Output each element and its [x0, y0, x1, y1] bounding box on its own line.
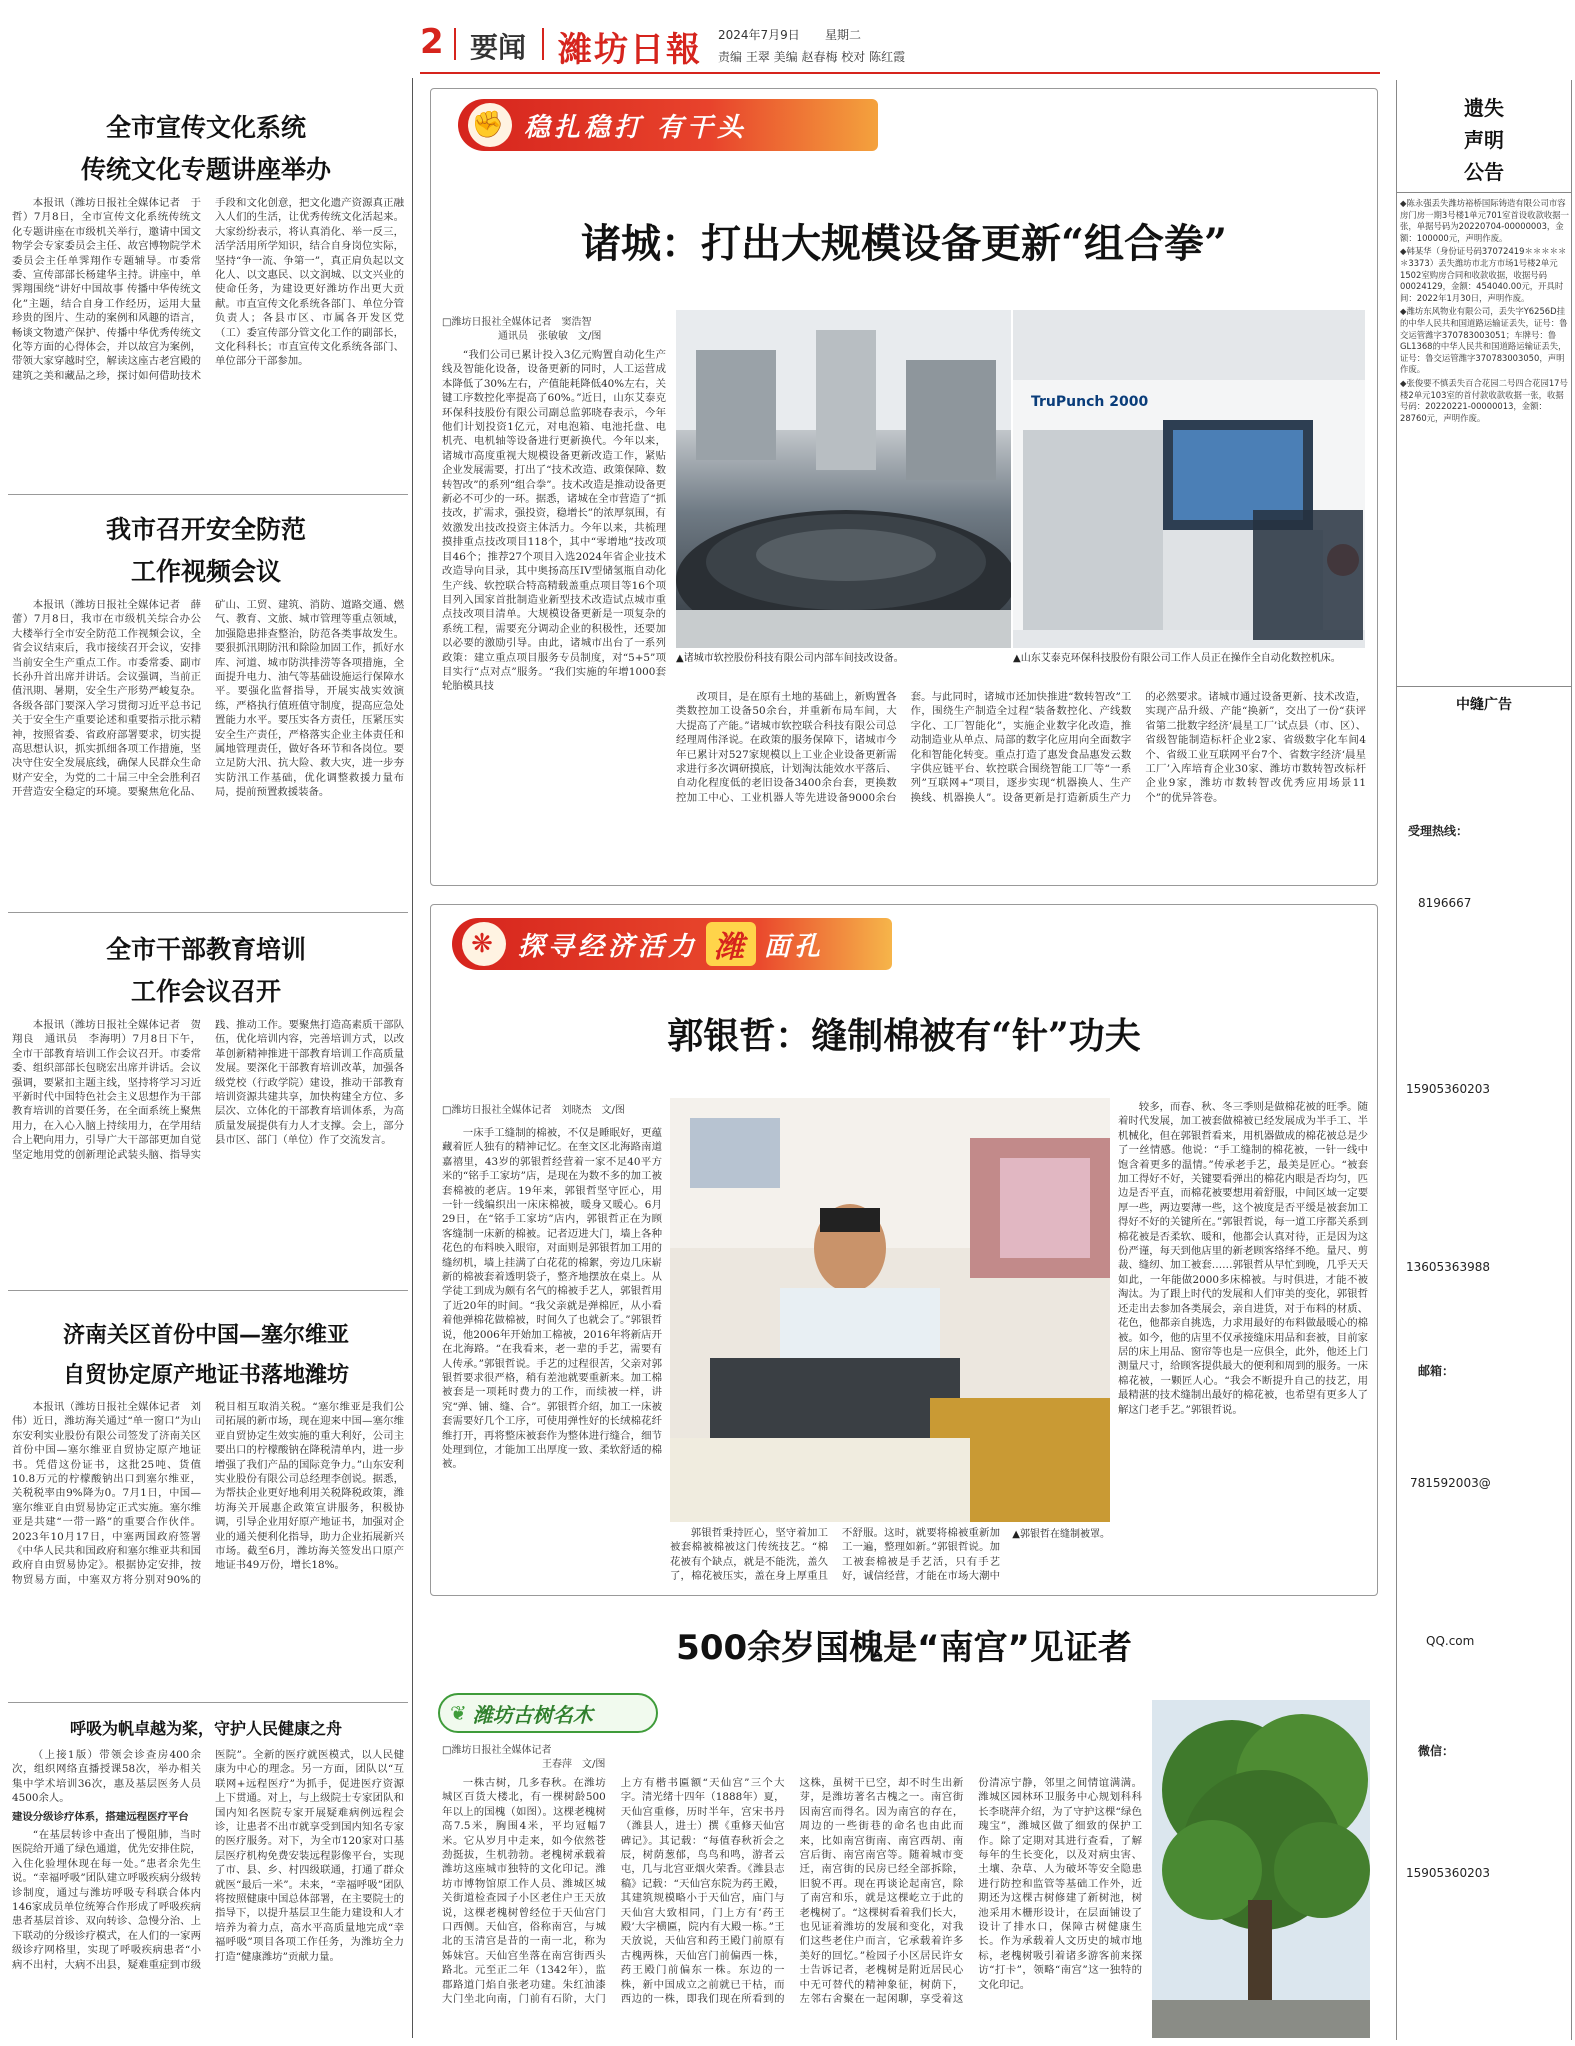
wechat-label: 微信： [1418, 1744, 1455, 1758]
mail-address-2: QQ.com [1426, 1634, 1475, 1648]
a1-body [12, 196, 404, 486]
paper-name-logo: 濰坊日報 [558, 30, 702, 70]
main1-text-left: “我们公司已累计投入3亿元购置自动化生产线及智能化设备，设备更新的同时，人工运营成本降低了30%左右，产值能耗降低40%左右，关键工序数控化率提高了60%。”近日，山东艾泰克环保科技股份有限公司副总监郭晓春表示，今年他们计划投资1亿元，对电泡箱、电池托盘、电机壳、电机轴等设备进行更新换代。今年以来，诸城市高度重视大规模设备更新改造工作，紧贴企业发展需要，打出了“技术改造、政策保障、数转智改”的系列“组合拳”。技术改造是推动设备更新必不可少的一环。据悉，诸城在全市营造了“抓技改，扩需求，强投资，稳增长”的浓厚氛围，有效激发出技改投资主体活力。今年以来，共梳理摸排重点技改项目118个，其中“零增地”技改项目46个；推荐27个项目入选2024年省企业技术改造导向目录，其中奥扬高压IV型储氢瓶自动化生产线、软控联合特高精载盖重点项目等16个项目列入国家首批制造业新型技术改造试点城市重点技改项目清单。大规模设备更新是一项复杂的系统工程，需要充分调动企业的积极性，还要加以必要的激励引导。由此，诸城市出台了一系列政策：建立重点项目服务专员制度，对“5+5”项目实行“点对点”服务。“我们实施的年增1000套轮胎模具技 [442, 349, 666, 693]
main1-caption-right: ▲山东艾泰克环保科技股份有限公司工作人员正在操作全自动化数控机床。 [1013, 653, 1341, 664]
main3-text: 一株古树，几多春秋。在潍坊城区百货大楼北，有一棵树龄500年以上的国槐（如图）。这棵老槐树高7.5米，胸围4米，平均冠幅7米。它从岁月中走来，如今依然苍劲挺拔，生机勃勃。老槐树承载着潍坊这座城市独特的文化印记。潍坊市博物馆原工作人员、潍城区城关街道检查园子小区老住户王天放说，这棵老槐树曾经位于天仙宫门口西侧。天仙宫，俗称南宫，与城北的玉清宫是昔的一南一北，称为姊妹宫。天仙宫坐落在南宫街西头路北。元至正二年（1342年），监郡路道门焰自张老功建。朱红油漆大门坐北向南，门前有石阶，大门上方有楷书匾额“天仙宫”三个大字。清光绪十四年（1888年）夏，天仙宫重修，历时半年，宫宋书丹（潍县人，进士）撰《重修天仙宫碑记》。其记载：“每值春秋祈会之辰，树荫葱郁，鸟鸟和鸣，游者云屯，几与北宫亚烟火荣香。《潍县志稿》记载：“天仙宫东院为药王殿，其建筑规模略小于天仙宫，庙门与天仙宫大致相同，门上方有‘药王殿’大字横匾，院内有大殿一栋。”王天放说，天仙宫和药王殿门前原有古槐两株，天仙宫门前偏西一株，药王殿门前偏东一株。东边的一株，新中国成立之前就已干枯，而西边的一株，即我们现在所看到的这株，虽树干已空，却不时生出新芽，是潍坊著名古槐之一。南宫街因南宫而得名。因为南宫的存在，周边的一些街巷的命名也由此而来，比如南宫街南、南宫西胡、南宫后街、南宫南宫等。随着城市变迁，南宫街的民房已经全部拆除，旧貌不再。现在再谈论起南宫，除了南宫和乐，就是这棵屹立于此的老槐树了。“这棵树看着我们长大，也见证着潍坊的发展和变化，对我们这些老住户而言，它承载着许多美好的回忆。”检园子小区居民许女士告诉记者，老槐树是附近居民心中无可替代的精神象征，树荫下，左邻右舍聚在一起闲聊，享受着这份清凉宁静，邻里之间情谊满满。潍城区园林环卫服务中心规划科科长李晓萍介绍，为了守护这棵“绿色瑰宝”，潍城区做了细致的保护工作。除了定期对其进行查看，了解每年的生长变化，以及对病虫害、土壤、杂草、人为破坏等安全隐患进行防控和监管等基础工作外，近期还为这棵古树修建了新树池，树池采用木栅形设计，在层面铺设了设计了排水口，保障古树健康生长。作为承载着人文历史的城市地标，老槐树吸引着诸多游客前来探访“打卡”，领略“南宫”这一独特的文化印记。 [442, 1777, 1142, 2006]
masthead-rule [420, 72, 1380, 74]
mail-address-1: 781592003@ [1410, 1476, 1491, 1490]
wechat-number: 15905360203 [1406, 1866, 1490, 1880]
ad-title: 中缝广告 [1456, 697, 1512, 713]
a4-body [12, 1400, 404, 1692]
main1-text-right: 改项目，是在原有土地的基础上，新购置各类数控加工设备50余台，并重新布局车间，大大提高了产能。”诸城市软控联合科技有限公司总经理周伟泽说。在政策的服务保障下，诸城市今年已累计对527家规模以上工业企业设备更新需求进行多次调研摸底，计划淘汰能效水平落后、自动化程度低的老旧设备3400余台套，更换数控加工中心、工业机器人等先进设备9000余台套。与此同时，诸城市还加快推进“数转智改”工作，围绕生产制造全过程“装备数控化、产线数字化、工厂智能化”，实施企业数字化改造，推动制造业从单点、局部的数字化应用向全面数字化和智能化转变。重点打造了惠发食品惠发云数字供应链平台、软控联合围绕智能工厂等“一系列”互联网+“项目，逐步实现“机器换人、生产换线、机器换人”。设备更新是打造新质生产力的必然要求。诸城市通过设备更新、技术改造，实现产品升级、产能“换新”，交出了一份“获评省第二批数字经济‘晨星工厂’试点县（市、区）、省级智能制造标杆企业2家、省级数字化车间4个、省级工业互联网平台7个、省数字经济‘晨星工厂’入库培育企业30家、潍坊市数转智改标杆企业9家，潍坊市数转智改优秀应用场景11个”的优异答卷。 [676, 691, 1366, 804]
main1-photo-right [1013, 310, 1365, 648]
ancient-tree-illustration [1152, 1700, 1370, 2038]
hotline-label: 受理热线： [1408, 824, 1469, 838]
main1-caption-left: ▲诸城市软控股份科技有限公司内部车间技改设备。 [676, 653, 904, 664]
a4-title-line2: 自贸协定原产地证书落地潍坊 [62, 1363, 349, 1388]
factory-machine-illustration [676, 310, 1011, 648]
hotline-number-3: 13605363988 [1406, 1260, 1490, 1274]
main3-photo [1152, 1700, 1370, 2038]
main2-banner-pre: 探寻经济活力 [518, 931, 699, 962]
a2-body [12, 598, 404, 902]
main1-byline-1: □潍坊日报社全媒体记者 窦浩智 [442, 317, 592, 328]
main3-tag-text: 潍坊古树名木 [472, 1702, 593, 1727]
main2-title: 郭银哲：缝制棉被有“针”功夫 [667, 1015, 1141, 1057]
main2-body-right [1118, 1100, 1368, 1590]
section-name: 要闻 [470, 31, 527, 64]
mail-label: 邮箱： [1418, 1364, 1455, 1378]
main1-body-right [676, 690, 1366, 880]
notice-title-3: 公告 [1464, 160, 1504, 184]
main2-text-right: 较多，而春、秋、冬三季则是做棉花被的旺季。随着时代发展，加工被套做棉被已经发展成为半手工、半机械化，但在郭银哲看来，用机器做成的棉花被总是少了一丝情感。他说：“手工缝制的棉花被，一针一线中饱含着更多的温情。”传承老手艺，最美是匠心。“被套加工得好不好，关键要看弹出的棉花内眼是否均匀，匹边是否平直，而棉花被要想用着舒服，中间区域一定要厚一些，两边要薄一些，这个被度是否平缓是被套加工得好不好的关键所在。”郭银哲说，每一道工序都关系到棉花被是否柔软、暖和，他都会认真对待，正是因为这份严谨，每天到他店里的新老顾客络绎不绝。量尺、剪裁、缝纫、加工被套……郭银哲从早忙到晚，几乎天天如此，一年能做2000多床棉被。与时俱进，才能不被淘汰。为了跟上时代的发展和人们审美的变化，郭银哲还走出去参加各类展会，亲自进货，对于布料的材质、花色，他都亲自挑选，力求用最好的布料做最暖心的棉被。如今，他的店里不仅承接缝床用品和套被，目前家居的床上用品、窗帘等也是一应俱全，此外，他还上门测量尺寸，给顾客提供最大的便利和周到的服务。一床棉花被，一颗匠人心。“我会不断提升自己的技艺，用最精湛的技术缝制出最好的棉花被，也希望有更多人了解这门老手艺。”郭银哲说。 [1118, 1101, 1368, 1416]
notice-item: ◆韩某华（身份证号码37072419＊＊＊＊＊＊3373）丢失潍坊市北方市场1号楼2单元1502室购房合同和收款收据，收据号码00024129，金额：454040.00元，开具时间：2022年1月30日，声明作废。 [1400, 246, 1567, 303]
notice-list [1400, 198, 1570, 558]
sewing-worker-illustration [670, 1098, 1110, 1522]
masthead [420, 18, 1070, 78]
a1-title-line1: 全市宣传文化系统 [105, 113, 306, 142]
ad-section-rule [1396, 686, 1572, 687]
main1-photo-left [676, 310, 1011, 648]
masthead-divider-2 [542, 28, 544, 60]
main1-banner [458, 99, 878, 151]
left-column-rule [412, 78, 413, 2038]
main1-banner-text: 稳扎稳打 有干头 [524, 112, 748, 143]
main2-body-mid [670, 1526, 1000, 1590]
flame-icon: ❋ [462, 922, 506, 966]
a4-divider [8, 1702, 408, 1703]
a1-title-line2: 传统文化专题讲座举办 [80, 155, 331, 184]
a2-title-line2: 工作视频会议 [130, 557, 281, 586]
a4-title-line1: 济南关区首份中国—塞尔维亚 [62, 1323, 349, 1348]
main1-byline-2: 通讯员 张敏敏 文/图 [498, 331, 602, 342]
a1-divider [8, 494, 408, 495]
a5-title: 呼吸为帆卓越为桨，守护人民健康之舟 [69, 1719, 342, 1738]
main3-byline-1: □潍坊日报社全媒体记者 [442, 1745, 552, 1756]
cnc-machine-illustration [1013, 310, 1365, 648]
a5-body [12, 1748, 404, 2038]
main2-banner-mid: 潍 [706, 922, 756, 966]
page-number: 2 [420, 22, 444, 62]
notice-item: ◆陈永强丢失潍坊裕桥国际铸造有限公司市容房门房一期3号楼1单元701室首设收款收据一张，单据号码为20220704-00000003，金额：100000元，声明作废。 [1400, 198, 1570, 243]
machine-brand-label: TruPunch 2000 [1031, 394, 1149, 410]
notice-title-1: 遗失 [1464, 96, 1504, 120]
hotline-number-1: 8196667 [1418, 896, 1472, 910]
hotline-number-2: 15905360203 [1406, 1082, 1490, 1096]
main2-byline: □潍坊日报社全媒体记者 刘晓杰 文/图 [442, 1105, 625, 1116]
a3-text: 本报讯（潍坊日报社全媒体记者 贺翔良 通讯员 李海明）7月8日下午，全市干部教育培训工作会议召开。市委常委、组织部部长包晓宏出席并讲话。会议强调，要紧扣主题主线，坚持将学习习近平新时代中国特色社会主义思想作为干部教育培训的首要任务，在全面系统上聚焦用力，在入心入脑上持续用力，在学用结合上靶向用力，引导广大干部部更加自觉坚定地用党的创新理论武装头脑、指导实践、推动工作。要聚焦打造高素质干部队伍，优化培训内容，完善培训方式，以改革创新精神推进干部教育培训工作高质量发展。要深化干部教育培训改革，加强各级党校（行政学院）建设，推动干部教育培训资源共建共享，加快构建全方位、多层次、立体化的干部教育培训体系，为高质量发展提供有力人才支撑。会上，部分县市区、部门（单位）作了交流发言。 [12, 1019, 404, 1161]
fist-icon: ✊ [468, 103, 512, 147]
a2-divider [8, 912, 408, 913]
a5-text: （上接1版）带领会诊查房400余次，组织网络直播授课58次，举办相关集中学术培训36次，惠及基层医务人员4500余人。 [12, 1749, 201, 1805]
notice-item: ◆张俊要不慎丢失百合花园二号四合花园17号楼2单元103室的首付款收款收据一张，收据号码：20220221-00000013，金额：28760元，声明作废。 [1400, 377, 1568, 423]
main2-banner-post: 面孔 [764, 931, 825, 962]
a3-title-line1: 全市干部教育培训 [105, 935, 306, 964]
main2-photo [670, 1098, 1110, 1522]
a3-divider [8, 1290, 408, 1291]
main2-text-mid: 郭银哲秉持匠心，坚守着加工被套棉被棉被这门传统技艺。“棉花被有个缺点，就是不能洗，盖久了，棉花被压实，盖在身上厚重且不舒服。这时，就要将棉被重新加工一遍，整理如新。”郭银哲说。加工被套棉被是手艺活，只有手艺好，诚信经营，才能在市场大潮中 [670, 1527, 1000, 1583]
notice-item: ◆潍坊东风物业有限公司，丢失字Y6256D挂的中华人民共和国道路运输证丢失，证号：鲁交运管潍字370783003051；车牌号：鲁GL1368的中华人民共和国道路运输证丢失，证号：鲁交运管潍字370783003050，声明作废。 [1400, 306, 1568, 375]
a5-text-2: “在基层转诊中查出了慢阻肺，当时医院给开通了绿色通道，优先安排住院，入住化验埋休现在每一处。”患者余先生说。“幸福呼吸”团队建立呼吸疾病分级转诊制度，通过与潍坊呼吸专科联合体内146家成员单位统筹合作形成了呼吸疾病患者基层首诊、双向转诊、急慢分治、上下联动的分级诊疗模式，在人们的一家两级诊疗网格里，实现了呼吸疾病患者“小病不出村，大病不出县，疑难重症到市级医院”。全新的医疗就医模式，以人民健康为中心的理念。另一方面，团队以“互联网+远程医疗”为抓手，促进医疗资源上下贯通。对上，与上级院士专家团队和国内知名医院专家开展疑难病例远程会诊，让患者不出市就享受到国内知名专家的医疗服务。对下，为全市120家对口基层医疗机构免费安装远程影像平台，实现了市、县、乡、村四级联通，打通了群众就医“最后一米”。未来，“幸福呼吸”团队将按照健康中国总体部署，在主要院士的指导下，以提升基层卫生能力建设和人才培养为着力点，高水平高质量地完成“幸福呼吸”项目各项工作任务，为潍坊全力打造“健康潍坊”贡献力量。 [12, 1749, 404, 1971]
masthead-divider [454, 28, 456, 60]
main3-byline [442, 1744, 662, 1772]
issue-date: 2024年7月9日 [718, 28, 800, 42]
notice-title-2: 声明 [1464, 128, 1504, 152]
a2-title-line1: 我市召开安全防范 [105, 515, 306, 544]
main1-title: 诸城：打出大规模设备更新“组合拳” [580, 220, 1227, 267]
main3-title: 500余岁国槐是“南宫”见证者 [676, 1628, 1132, 1668]
main3-body [442, 1776, 1142, 2040]
main2-body-left [442, 1126, 662, 1590]
a4-text: 本报讯（潍坊日报社全媒体记者 刘伟）近日，潍坊海关通过“单一窗口”为山东安利实业股份有限公司签发了济南关区首份中国—塞尔维亚自贸协定原产地证书。凭借这份证书，这批25吨、货值10.8万元的柠檬酸钠出口到塞尔维亚，关税税率由9%降为0。7月1日，中国—塞尔维亚自由贸易协定正式实施。塞尔维亚是共建“一带一路”的重要合作伙伴。2023年10月17日，中塞两国政府签署《中华人民共和国政府和塞尔维亚共和国政府自由贸易协定》。根据协定安排，按物贸易方面，中塞双方将分别对90%的税目相互取消关税。“塞尔维亚是我们公司拓展的新市场，现在迎来中国—塞尔维亚自贸协定生效实施的重大利好，公司主要出口的柠檬酸钠在降税清单内，进一步增强了我们产品的国际竞争力。”山东安利实业股份有限公司总经理李创说。据悉，为帮扶企业更好地利用关税降税政策，潍坊海关开展惠企政策宣讲服务，积极协调，引导企业用好原产地证书，加强对企业的通关便利化指导，助力企业拓展新兴市场。截至6月，潍坊海关签发出口原产地证书49万份，增长18%。 [12, 1401, 404, 1586]
a2-text: 本报讯（潍坊日报社全媒体记者 薛蕾）7月8日，我市在市级机关综合办公大楼举行全市安全防范工作视频会议，全省会议结束后，我市接续召开会议，安排当前安全生产重点工作。市委常委、副市长孙升首出席并讲话。会议强调，当前正值汛期、暑期，安全生产形势严峻复杂。各级各部门要深入学习贯彻习近平总书记关于安全生产重要论述和重要指示批示精神，按照省委、省政府部署要求，切实提高思想认识，抓实抓细各项工作措施，坚决守住安全发展底线，确保人民群众生命财产安全，为党的二十届三中全会胜利召开营造安全稳定的环境。要聚焦危化品、矿山、工贸、建筑、消防、道路交通、燃气、教育、文旅、城市管理等重点领域，加强隐患排查整治，防范各类事故发生。要狠抓汛期防汛和除险加固工作，抓好水库、河道、城市防洪排涝等各项措施，全面提升电力、油气等基础设施运行保障水平。要强化监督指导，开展实战实效演练，严格执行值班值守制度，提高应急处置能力水平。要压实各方责任，压紧压实安全生产责任，严格落实企业主体责任和属地管理责任，做好各环节和各岗位。要立足防大汛、抗大险、救大灾，进一步夯实防汛工作基础，优化调整救援力量布局，提前预置救援装备。 [12, 599, 404, 799]
leaf-icon: ❦ [450, 1701, 467, 1725]
main3-tag [438, 1693, 658, 1733]
main3-byline-2: 王春萍 文/图 [542, 1759, 606, 1770]
notice-title-rule [1396, 192, 1572, 193]
a3-title-line2: 工作会议召开 [130, 977, 281, 1006]
main2-text-left: 一床手工缝制的棉被，不仅是睡眠好，更蕴藏着匠人独有的精神记忆。在奎文区北海路南道嘉禧里，43岁的郭银哲经营着一家不足40平方米的“铭手工家坊”店，是现在为数不多的加工被套棉被的老店。19年来，郭银哲坚守匠心，用一针一线编织出一床床棉被，暖身又暖心。6月29日，在“铭手工家坊”店内，郭银哲正在为顾客缝制一床新的棉被。记者迈进大门，墙上各种花色的布料映入眼帘，对面则是郭银哲加工用的缝纫机，墙上挂满了白花花的棉絮，旁边几床崭新的棉被套着透明袋子，整齐地摆放在桌上。从学徒工到成为颇有名气的棉被手艺人，郭银哲用了近20年的时间。“我父亲就是弹棉匠，从小看着他弹棉花做棉被，时间久了也就会了。”郭银哲说，他2006年开始加工棉被，2016年将新店开在北海路。“在我看来，老一辈的手艺，需要有人传承。”郭银哲说。手艺的过程很苦，父亲对郭银哲要求很严格，稍有差池就要重新来。加工棉被套是一项耗时费力的工作，而续被一样，讲究“弹、铺、缝、合”。郭银哲介绍，加工一床被套需要好几个工序，可使用弹性好的长绒棉花纤维打开，再将整床被套作为整体进行缝合，细节处理到位，才能加工出厚度一致、柔软舒适的棉被。 [442, 1127, 662, 1471]
main2-banner [452, 918, 892, 970]
main1-body-left [442, 348, 666, 878]
a1-text: 本报讯（潍坊日报社全媒体记者 于哲）7月8日，全市宣传文化系统传统文化专题讲座在市级机关举行，邀请中国文物学会专家委员会主任、故宫博物院学术委员会主任单霁翔作专题辅导。市委常委、宣传部部长杨建华主持。讲座中，单霁翔围绕“讲好中国故事 传播中华传统文化”主题，结合自身工作经历，运用大量珍贵的图片、生动的案例和风趣的语言，畅谈文物遗产保护、传播中华优秀传统文化等方面的心得体会，并以故宫为案例，带领大家穿越时空，解读这座古老宫殿的建筑之美和藏品之珍，探讨如何借助技术手段和文化创意，把文化遗产资源真正融入人们的生活，让优秀传统文化活起来。大家纷纷表示，将认真消化、举一反三，活学活用所学知识，结合自身岗位实际，坚持“争一流、争第一”，真正肩负起以文化人、以文惠民、以文润城、以文兴业的使命任务，为建设更好潍坊作出更大贡献。市直宣传文化系统各部门、单位分管负责人；各县市区、市属各开发区党（工）委宣传部分管文化工作的副部长，文化科科长；市直宣传文化系统各部门、单位部分干部参加。 [12, 197, 404, 382]
a3-body [12, 1018, 404, 1278]
main2-caption: ▲郭银哲在缝制被罩。 [1012, 1529, 1110, 1540]
main1-byline [442, 316, 662, 344]
issue-weekday: 星期二 [825, 28, 862, 42]
a5-subhead: 建设分级诊疗体系，搭建远程医疗平台 [12, 1810, 189, 1823]
editor-credits: 责编 王翠 美编 赵春梅 校对 陈红霞 [718, 50, 906, 64]
